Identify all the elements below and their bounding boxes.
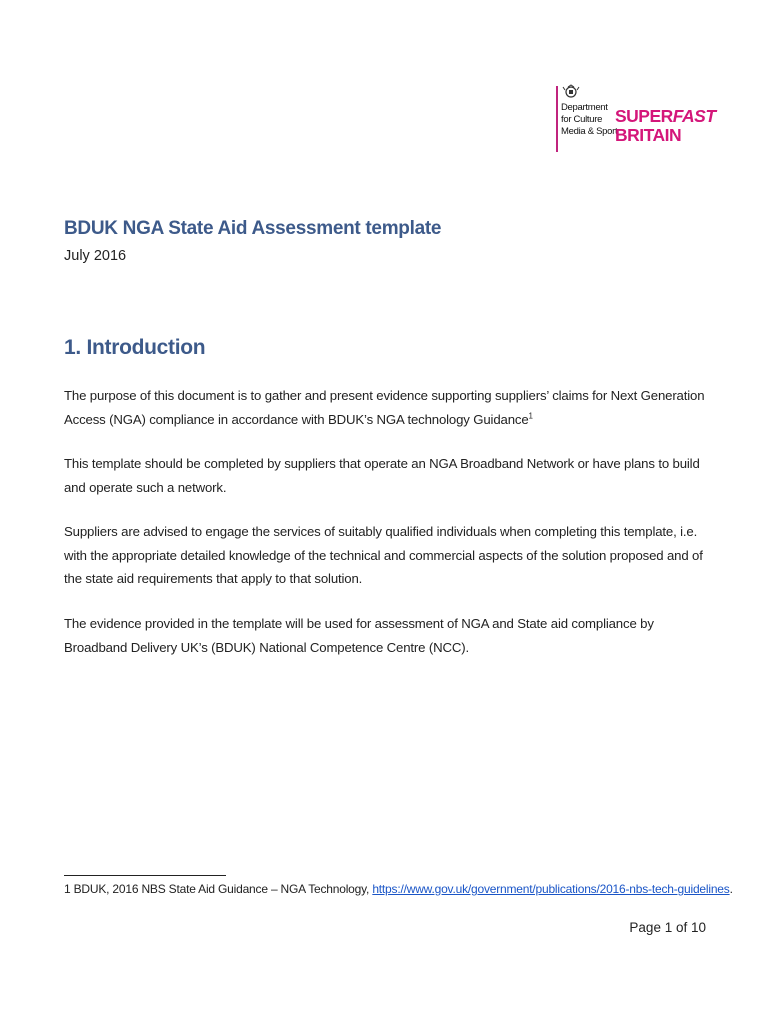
royal-crest-icon — [562, 84, 580, 100]
paragraph-1-text: The purpose of this document is to gather and present evidence supporting suppliers’ claims for Next Generation Access (NGA) compliance in accordance with BDUK’s NGA technology Guidance — [64, 388, 705, 427]
brand-britain: BRITAIN — [615, 125, 682, 145]
dcms-line-1: Department — [561, 102, 608, 113]
footnote — [64, 882, 733, 896]
logo-divider — [556, 86, 558, 152]
footnote-text: BDUK, 2016 NBS State Aid Guidance – NGA Technology, — [73, 882, 370, 896]
document-date: July 2016 — [64, 248, 127, 264]
paragraph-4: The evidence provided in the template will be used for assessment of NGA and State aid compliance by Broadband Delivery UK’s (BDUK) National Competence Centre (NCC). — [64, 616, 654, 655]
dcms-superfast-britain-logo — [554, 84, 716, 154]
page-number: Page 1 of 10 — [629, 920, 706, 935]
document-title: BDUK NGA State Aid Assessment template — [64, 218, 442, 239]
dcms-line-3: Media & Sport — [561, 126, 618, 137]
footnote-link[interactable]: https://www.gov.uk/government/publications/2016-nbs-tech-guidelines — [372, 882, 730, 896]
paragraph-2: This template should be completed by suppliers that operate an NGA Broadband Network or have plans to build and operate such a network. — [64, 456, 700, 495]
paragraph-3: Suppliers are advised to engage the services of suitably qualified individuals when completing this template, i.e. with the appropriate detailed knowledge of the technical and commercial aspects of the solution proposed and of the state aid requirements that apply to that solution. — [64, 524, 703, 586]
superfast-britain-wordmark — [615, 107, 716, 145]
paragraph-1 — [64, 384, 714, 431]
brand-super: SUPER — [615, 106, 673, 126]
dcms-wordmark — [561, 102, 621, 138]
section-heading: 1. Introduction — [64, 336, 206, 359]
footnote-trailing: . — [729, 882, 733, 896]
footnote-number: 1 — [64, 882, 71, 896]
footnote-separator — [64, 875, 226, 876]
dcms-line-2: for Culture — [561, 114, 603, 125]
brand-fast: FAST — [672, 106, 716, 126]
footnote-marker: 1 — [528, 411, 533, 421]
